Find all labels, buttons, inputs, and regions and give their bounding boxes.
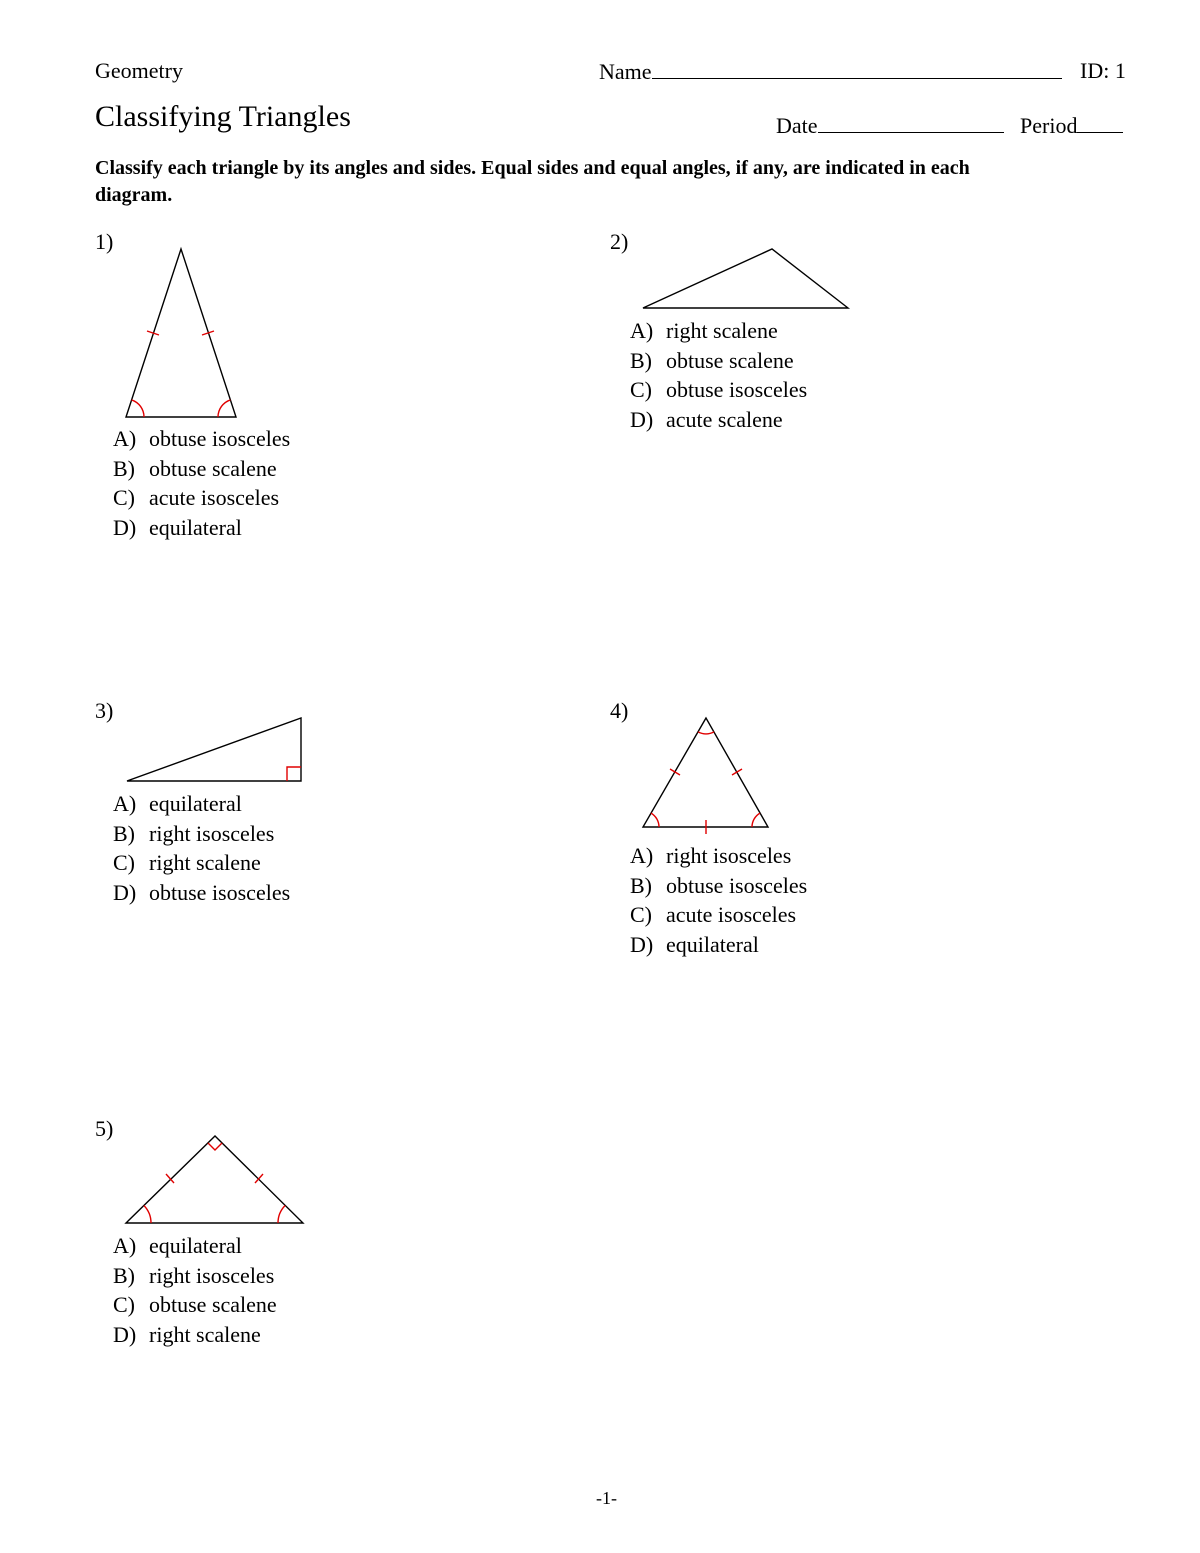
triangle-5-angle-right [278,1206,285,1224]
question-4-choice-b[interactable]: B) obtuse isosceles [630,872,808,898]
triangle-3 [127,718,301,781]
question-4-number: 4) [610,698,629,723]
question-2-choice-d[interactable]: D) acute scalene [630,406,783,432]
triangle-4-angle-right [752,813,760,827]
question-3-choice-a[interactable]: A) equilateral [113,791,242,816]
question-3-choice-d[interactable]: D) obtuse isosceles [113,879,291,905]
question-4-choice-d[interactable]: D) equilateral [630,931,759,957]
question-1-choice-c[interactable]: C) acute isosceles [113,485,280,510]
triangle-4-angle-top [698,732,714,734]
id-label: ID: 1 [1080,58,1126,83]
question-1-choice-a[interactable]: A) obtuse isosceles [113,426,291,451]
triangle-3-outline [127,718,301,781]
triangle-1 [126,249,236,417]
question-5-choice-b[interactable]: B) right isosceles [113,1262,275,1288]
question-2-choice-b[interactable]: B) obtuse scalene [630,347,794,373]
question-4-choices [630,841,807,959]
question-1-number: 1) [95,229,114,254]
triangle-3-right-angle [287,767,301,781]
triangle-1-outline [126,249,236,417]
period-label: Period [1020,113,1078,138]
question-5-choice-c[interactable]: C) obtuse scalene [113,1292,277,1317]
triangle-2-outline [643,249,848,308]
question-1-choices [113,424,290,542]
triangle-4-tick-left [670,769,680,775]
question-3-choice-b[interactable]: B) right isosceles [113,820,275,846]
question-5-choices [113,1231,277,1349]
date-label: Date [776,113,818,138]
question-4-choice-a[interactable]: A) right isosceles [630,843,792,868]
triangle-5-tick-left [166,1174,174,1183]
question-5-choice-a[interactable]: A) equilateral [113,1233,242,1258]
triangle-2 [643,249,848,308]
page-title: Classifying Triangles [95,100,351,133]
triangle-5-right-angle [208,1143,222,1150]
triangle-5-angle-left [144,1206,151,1224]
triangle-4-tick-right [732,769,742,775]
question-4-choice-c[interactable]: C) acute isosceles [630,902,797,927]
question-3-choice-c[interactable]: C) right scalene [113,850,261,875]
question-5-choice-d[interactable]: D) right scalene [113,1321,261,1347]
question-1-choice-d[interactable]: D) equilateral [113,514,242,540]
page-number: -1- [596,1488,617,1508]
question-3-number: 3) [95,698,114,723]
question-1-choice-b[interactable]: B) obtuse scalene [113,455,277,481]
question-3-choices [113,789,290,907]
question-2-choice-a[interactable]: A) right scalene [630,318,778,343]
question-2-number: 2) [610,229,629,254]
subject-label: Geometry [95,58,183,83]
name-label: Name [599,59,652,84]
question-2-choice-c[interactable]: C) obtuse isosceles [630,377,808,402]
instructions: Classify each triangle by its angles and sides. Equal sides and equal angles, if any, are indicated in each diagram. [95,157,970,206]
triangle-4 [643,718,768,834]
question-2-choices [630,316,807,434]
triangle-1-angle-left [132,400,144,417]
triangle-4-angle-left [651,813,659,827]
question-5-number: 5) [95,1116,114,1141]
triangle-5 [126,1136,303,1223]
triangle-1-angle-right [218,400,230,417]
